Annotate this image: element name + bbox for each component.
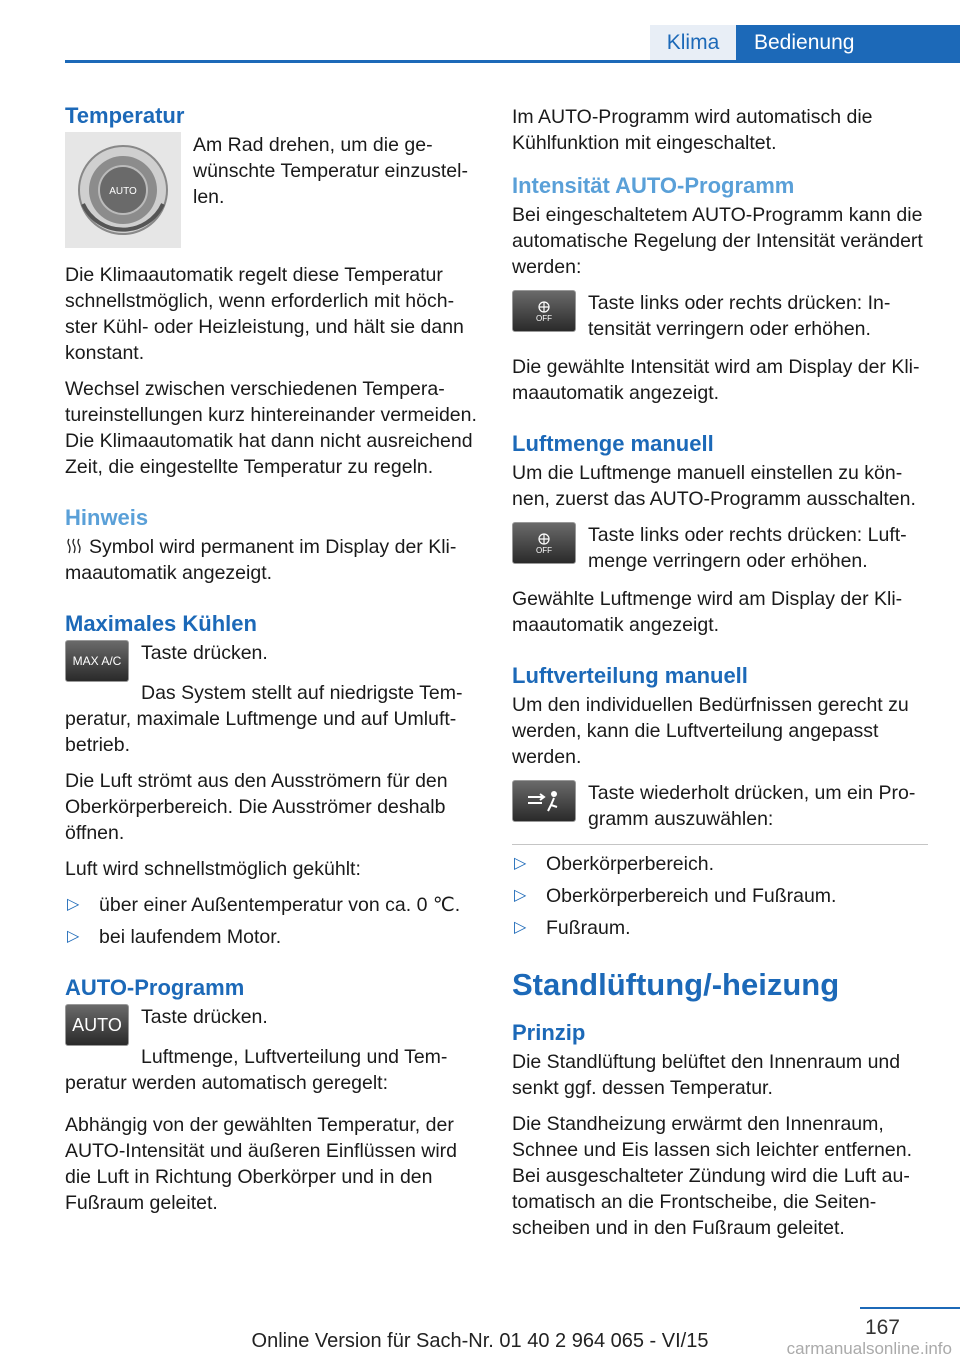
luftverteilung-figure-row [512,780,928,836]
bullet-triangle-icon: ▷ [514,855,527,872]
heading-prinzip: Prinzip [512,1020,586,1045]
air-distribution-button-figure [512,780,576,822]
heat-waves-icon [65,537,83,555]
temperatur-paragraph-2: Wechsel zwischen verschiedenen Temperatureinstellungen kurz hintereinander vermeiden. Die Klimaautomatik hat dann nicht ausreichend Zeit, die eingestellte Temperatur zu regeln. [65,378,477,478]
bullet-triangle-icon: ▷ [67,928,80,945]
air-distribution-icon [524,789,564,813]
list-item [512,915,928,941]
knob-label: AUTO [109,186,137,197]
intensitaet-paragraph-2: Die gewählte Intensität wird am Display der Klimaautomatik angezeigt. [512,356,920,404]
fan-icon [533,300,555,314]
header-tab-bedienung: Bedienung [736,25,960,60]
auto-instruction-1: Taste drücken. [141,1006,268,1028]
intensitaet-instruction: Taste links oder rechts drücken: Intensität verringern oder erhöhen. [588,292,891,340]
max-paragraph-2: Luft wird schnellstmöglich gekühlt: [65,858,361,880]
luftmenge-paragraph: Um die Luftmenge manuell einstellen zu können, zuerst das AUTO-Programm ausschalten. [512,462,916,510]
max-instruction-2: Das System stellt auf niedrigste Temperatur, maximale Luftmenge und auf Umluftbetrieb. [65,682,463,756]
footer-rule [860,1307,960,1309]
list-item [512,851,928,877]
auto-cooling-paragraph: Im AUTO-Programm wird automatisch die Kühlfunktion mit eingeschaltet. [512,106,873,154]
temperature-knob-icon [73,140,173,240]
luftmenge-figure-row [512,522,928,578]
header-rule [65,60,960,63]
page-number: 167 [864,1316,900,1339]
max-bullet-list [65,892,477,950]
temperatur-instruction: Am Rad drehen, um die gewünschte Temperatur einzustellen. [193,134,468,208]
right-column [512,100,928,1251]
hinweis-text: Symbol wird permanent im Display der Klimaautomatik angezeigt. [65,536,457,584]
watermark: carmanualsonline.info [786,1339,952,1358]
fan-icon [533,532,555,546]
bullet-triangle-icon: ▷ [514,919,527,936]
heading-luftverteilung: Luftverteilung manuell [512,663,748,688]
luftmenge-paragraph-2: Gewählte Luftmenge wird am Display der Klimaautomatik angezeigt. [512,588,903,636]
section-auto-programm [65,972,477,1216]
list-item-text: über einer Außentemperatur von ca. 0 ℃. [99,894,461,916]
list-item-text: Oberkörperbereich und Fußraum. [546,885,837,907]
heading-luftmenge: Luftmenge manuell [512,431,714,456]
heading-auto-programm: AUTO-Programm [65,975,245,1000]
temperature-knob-figure [65,132,181,248]
max-paragraph-1: Die Luft strömt aus den Ausströmern für den Oberkörperbereich. Die Ausströmer deshalb öffnen. [65,770,448,844]
section-hinweis [65,502,477,586]
heading-temperatur: Temperatur [65,103,185,128]
section-intensitaet [512,170,928,406]
heading-hinweis: Hinweis [65,505,149,530]
fan-button-figure [512,522,576,564]
section-luftverteilung [512,660,928,941]
fan-button-figure [512,290,576,332]
fan-button-label: OFF [536,545,552,555]
max-ac-button-figure: MAX A/C [65,640,129,682]
auto-instruction-2: Luftmenge, Luftverteilung und Temperatur werden automatisch geregelt: [65,1046,448,1094]
max-figure-row [65,640,477,682]
list-item [65,892,477,918]
hinweis-paragraph [65,534,477,586]
section-maximales-kuehlen [65,608,477,950]
heading-standlueftung: Standlüftung/-heizung [512,967,840,1002]
list-item-text: bei laufendem Motor. [99,926,282,948]
auto-paragraph-1: Abhängig von der gewählten Temperatur, der AUTO-Intensität und äußeren Einflüssen wird die Luft in Richtung Oberkörper und in den Fußraum geleitet. [65,1114,457,1214]
luftmenge-instruction: Taste links oder rechts drücken: Luftmenge verringern oder erhöhen. [588,524,907,572]
temperatur-figure-row [65,132,477,248]
list-item-text: Oberkörperbereich. [546,853,714,875]
auto-figure-row [65,1004,477,1046]
section-prinzip [512,1017,928,1241]
divider [512,844,928,845]
footer-online-version: Online Version für Sach-Nr. 01 40 2 964 065 - VI/15 [251,1330,709,1352]
prinzip-paragraph-1: Die Standlüftung belüftet den Innenraum und senkt ggf. dessen Temperatur. [512,1051,901,1099]
heading-intensitaet: Intensität AUTO-Programm [512,173,795,198]
heading-maximales-kuehlen: Maximales Kühlen [65,611,257,636]
bullet-triangle-icon: ▷ [514,887,527,904]
bullet-triangle-icon: ▷ [67,896,80,913]
temperatur-paragraph-1: Die Klimaautomatik regelt diese Temperatur schnellstmöglich, wenn erforderlich mit höchster Kühl- oder Heizleistung, und hält sie dann konstant. [65,264,464,364]
fan-button-label: OFF [536,313,552,323]
header-tab-klima: Klima [650,25,736,60]
section-luftmenge [512,428,928,638]
luftverteilung-paragraph: Um den individuellen Bedürfnissen gerecht zu werden, kann die Luftverteilung angepasst werden. [512,694,909,768]
intensitaet-figure-row [512,290,928,346]
section-temperatur [65,100,477,480]
list-item [512,883,928,909]
list-item [65,924,477,950]
max-instruction-1: Taste drücken. [141,642,268,664]
list-item-text: Fußraum. [546,917,631,939]
left-column [65,100,477,1226]
prinzip-paragraph-2: Die Standheizung erwärmt den Innenraum, Schnee und Eis lassen sich leichter entfernen. Bei ausgeschalteter Zündung wird die Luft automatisch an die Frontscheibe, die Seitenscheiben und in den Fußraum geleitet. [512,1113,912,1239]
luftverteilung-instruction: Taste wiederholt drücken, um ein Programm auszuwählen: [588,782,916,830]
intensitaet-paragraph: Bei eingeschaltetem AUTO-Programm kann die automatische Regelung der Intensität verändert werden: [512,204,923,278]
luftverteilung-bullet-list [512,851,928,941]
auto-button-figure: AUTO [65,1004,129,1046]
